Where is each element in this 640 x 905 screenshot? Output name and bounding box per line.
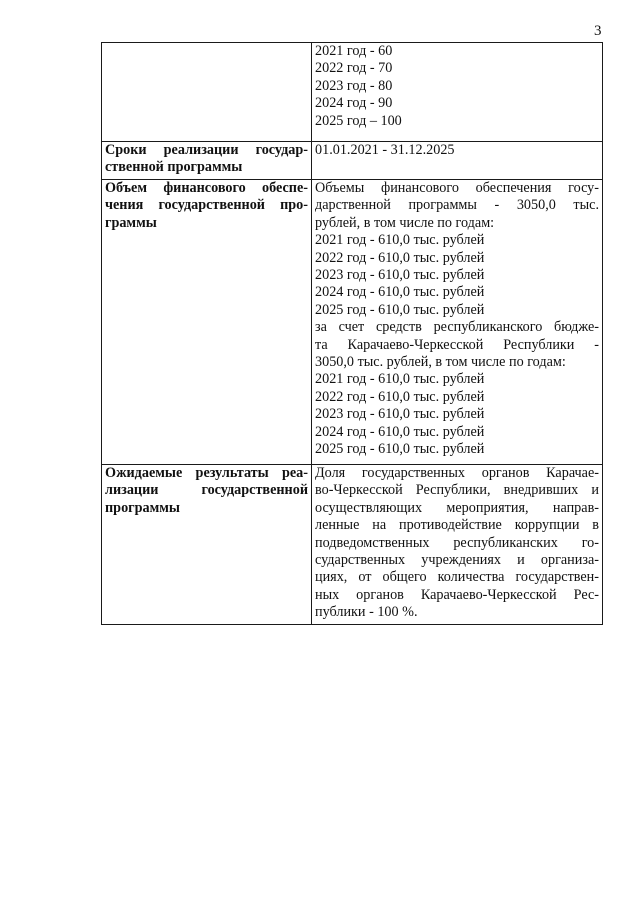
value-line: Доля государственных органов Карачае-	[315, 465, 599, 481]
value-line: ных органов Карачаево-Черкесской Рес-	[315, 586, 599, 603]
row-label-funding	[102, 180, 312, 465]
value-line: 2023 год - 610,0 тыс. рублей	[315, 406, 485, 423]
value-line: 2021 год - 610,0 тыс. рублей	[315, 232, 485, 249]
label-line: Ожидаемые результаты реа-	[105, 465, 308, 481]
value-line: подведомственных республиканских го-	[315, 534, 599, 551]
value-line: рублей, в том числе по годам:	[315, 214, 495, 231]
row-label-empty	[102, 43, 312, 142]
row-label-expected-results	[102, 465, 312, 625]
value-line: ленные на противодействие коррупции в	[315, 517, 599, 534]
row-value-funding	[312, 180, 603, 465]
value-line: дарственной программы - 3050,0 тыс.	[315, 197, 599, 214]
label-line: программы	[105, 499, 180, 516]
label-line: чения государственной про-	[105, 197, 308, 214]
label-line: ственной программы	[105, 159, 243, 176]
value-line: 01.01.2021 - 31.12.2025	[315, 142, 455, 158]
value-line: 2024 год - 610,0 тыс. рублей	[315, 423, 485, 440]
value-line: 3050,0 тыс. рублей, в том числе по годам:	[315, 354, 566, 371]
value-line: 2022 год - 610,0 тыс. рублей	[315, 388, 485, 405]
row-value-expected-results	[312, 465, 603, 625]
program-passport-table	[101, 42, 603, 625]
value-line: 2023 год - 80	[315, 77, 393, 94]
row-label-timeline	[102, 142, 312, 180]
value-line: 2024 год - 610,0 тыс. рублей	[315, 284, 485, 301]
label-line: Объем финансового обеспе-	[105, 180, 308, 196]
table-row	[102, 465, 603, 625]
value-line: публики - 100 %.	[315, 604, 418, 621]
value-line: 2022 год - 70	[315, 60, 393, 77]
page-number: 3	[594, 23, 602, 39]
value-line: 2025 год – 100	[315, 112, 402, 129]
value-line: 2023 год - 610,0 тыс. рублей	[315, 267, 485, 284]
table-row	[102, 142, 603, 180]
value-line: Объемы финансового обеспечения госу-	[315, 180, 599, 196]
value-line: 2025 год - 610,0 тыс. рублей	[315, 301, 485, 318]
value-line: 2024 год - 90	[315, 95, 393, 112]
label-line: лизации государственной	[105, 482, 308, 499]
table-row	[102, 180, 603, 465]
value-line: за счет средств республиканского бюдже-	[315, 319, 599, 336]
value-line: та Карачаево-Черкесской Республики -	[315, 336, 599, 353]
value-line: 2022 год - 610,0 тыс. рублей	[315, 249, 485, 266]
value-line: 2021 год - 60	[315, 43, 393, 59]
label-line: Сроки реализации государ-	[105, 142, 308, 158]
value-line: 2021 год - 610,0 тыс. рублей	[315, 371, 485, 388]
row-value-timeline	[312, 142, 603, 180]
value-line: циях, от общего количества государствен-	[315, 569, 599, 586]
table-row	[102, 43, 603, 142]
value-line: сударственных учреждениях и организа-	[315, 552, 599, 569]
label-line: граммы	[105, 214, 157, 231]
row-value-yearly-targets	[312, 43, 603, 142]
value-line: 2025 год - 610,0 тыс. рублей	[315, 441, 485, 458]
value-line: во-Черкесской Республики, внедривших и	[315, 482, 599, 499]
value-line: осуществляющих мероприятия, направ-	[315, 499, 599, 516]
